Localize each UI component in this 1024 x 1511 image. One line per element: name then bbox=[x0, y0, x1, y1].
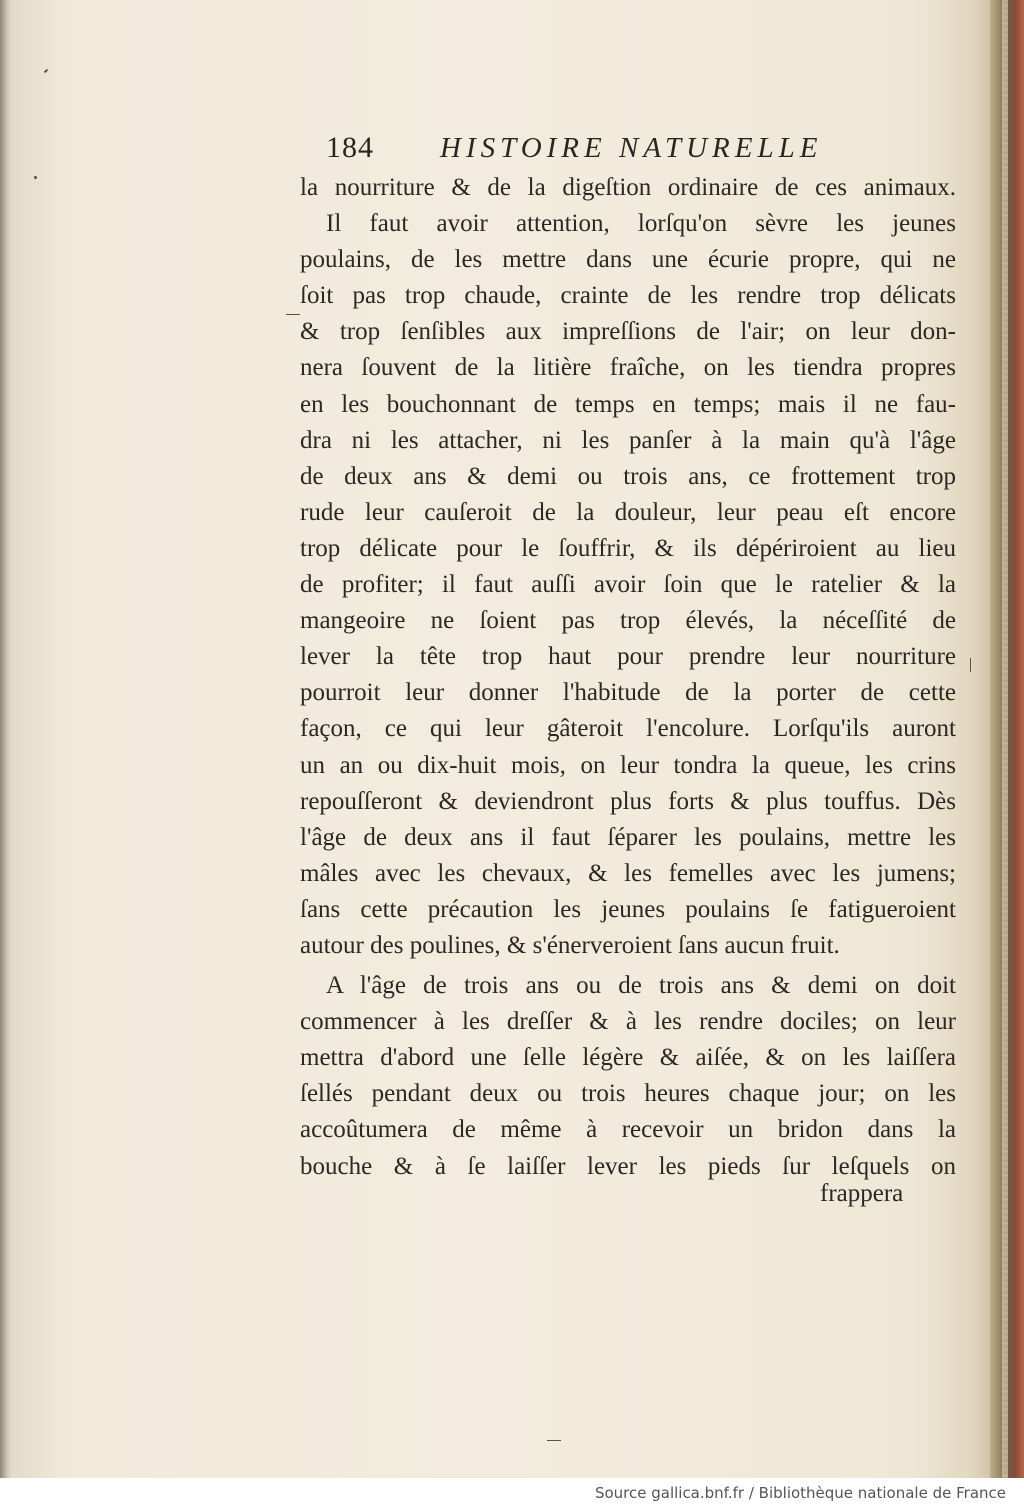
text-line: de profiter; il faut auſſi avoir ſoin que le ratelier & la bbox=[300, 571, 956, 599]
paper-speck bbox=[547, 1440, 561, 1441]
catchword: frappera bbox=[820, 1180, 904, 1207]
page-stack-edge bbox=[1002, 0, 1008, 1478]
text-line: pourroit leur donner l'habitude de la porter de cette bbox=[300, 679, 956, 707]
text-line: un an ou dix-huit mois, on leur tondra la queue, les crins bbox=[300, 751, 956, 779]
running-head bbox=[326, 128, 876, 168]
text-line: trop délicate pour le ſouffrir, & ils dépériroient au lieu bbox=[300, 534, 956, 562]
text-line: mâles avec les chevaux, & les femelles avec les jumens; bbox=[300, 859, 956, 887]
text-line: ſellés pendant deux ou trois heures chaque jour; on les bbox=[300, 1080, 956, 1108]
text-line: Il faut avoir attention, lorſqu'on sèvre les jeunes bbox=[326, 210, 956, 238]
text-line: rude leur cauſeroit de la douleur, leur peau eſt encore bbox=[300, 498, 956, 526]
running-title: HISTOIRE NATURELLE bbox=[440, 132, 823, 164]
text-line: accoûtumera de même à recevoir un bridon dans la bbox=[300, 1116, 956, 1144]
text-line: nera ſouvent de la litière fraîche, on les tiendra propres bbox=[300, 354, 956, 382]
text-line: mangeoire ne ſoient pas trop élevés, la néceſſité de bbox=[300, 607, 956, 635]
body-text bbox=[300, 170, 956, 1185]
paper-speck bbox=[286, 314, 300, 315]
text-line: ſans cette précaution les jeunes poulains ſe fatigueroient bbox=[300, 895, 956, 923]
text-line: autour des poulines, & s'énerveroient ſans aucun fruit. bbox=[300, 931, 840, 959]
paper-speck bbox=[970, 658, 971, 672]
text-line: lever la tête trop haut pour prendre leur nourriture bbox=[300, 643, 956, 671]
text-line: A l'âge de trois ans ou de trois ans & demi on doit bbox=[326, 972, 956, 1000]
binding-left-edge bbox=[0, 0, 12, 1478]
text-line: l'âge de deux ans il faut ſéparer les poulains, mettre les bbox=[300, 823, 956, 851]
text-line: dra ni les attacher, ni les panſer à la main qu'à l'âge bbox=[300, 426, 956, 454]
text-line: & trop ſenſibles aux impreſſions de l'air; on leur don- bbox=[300, 318, 956, 346]
text-line: commencer à les dreſſer & à les rendre dociles; on leur bbox=[300, 1008, 956, 1036]
text-line: poulains, de les mettre dans une écurie propre, qui ne bbox=[300, 246, 956, 274]
text-line: mettra d'abord une ſelle légère & aiſée, & on les laiſſera bbox=[300, 1044, 956, 1072]
text-line: ſoit pas trop chaude, crainte de les rendre trop délicats bbox=[300, 282, 956, 310]
text-line: bouche & à ſe laiſſer lever les pieds ſur leſquels on bbox=[300, 1152, 956, 1180]
text-line: de deux ans & demi ou trois ans, ce frottement trop bbox=[300, 462, 956, 490]
source-footer bbox=[0, 1478, 1024, 1511]
paper-speck bbox=[34, 176, 37, 179]
page-number: 184 bbox=[326, 131, 374, 164]
text-line: la nourriture & de la digeſtion ordinaire de ces animaux. bbox=[300, 174, 956, 201]
source-credit: Source gallica.bnf.fr / Bibliothèque nationale de France bbox=[594, 1484, 1006, 1502]
text-line: en les bouchonnant de temps en temps; mais il ne fau- bbox=[300, 390, 956, 418]
text-line: façon, ce qui leur gâteroit l'encolure. Lorſqu'ils auront bbox=[300, 715, 956, 743]
text-line: repouſſeront & deviendront plus forts & plus touffus. Dès bbox=[300, 787, 956, 815]
